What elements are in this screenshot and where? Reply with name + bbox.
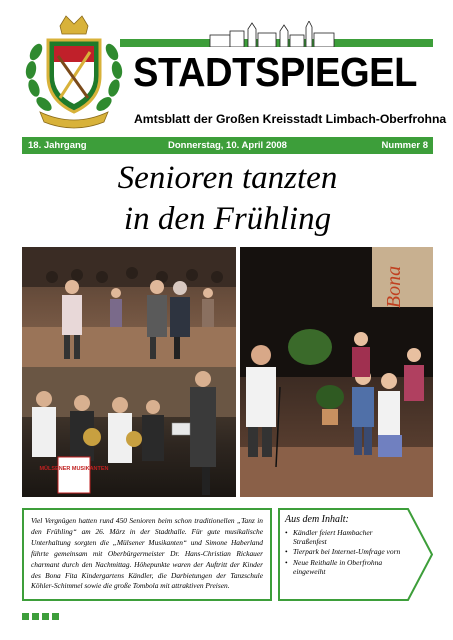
- contents-list: [285, 528, 405, 576]
- contents-panel: [285, 514, 405, 577]
- music-stand-sign-text: MÜLSENER MUSIKANTEN: [39, 466, 109, 472]
- footer-square-icon: [32, 613, 39, 620]
- dance-hall-illustration: [22, 247, 236, 367]
- contents-item[interactable]: • Kändler feiert Hambacher Straßenfest: [293, 528, 405, 546]
- masthead-subtitle: Amtsblatt der Großen Kreisstadt Limbach-Oberfrohna: [134, 112, 447, 126]
- footer-square-icon: [52, 613, 59, 620]
- issue-date: Donnerstag, 10. April 2008: [168, 140, 287, 151]
- main-headline: [22, 158, 433, 240]
- headline-line-1: Senioren tanzten: [117, 160, 338, 196]
- stage-banner-text: Bona: [383, 265, 405, 309]
- masthead-title: STADTSPIEGEL: [133, 49, 417, 95]
- issue-number: Nummer 8: [381, 140, 428, 151]
- footer-square-icon: [42, 613, 49, 620]
- contents-item[interactable]: • Tierpark bei Internet-Umfrage vorn: [293, 547, 405, 556]
- city-crest-logo: [22, 12, 126, 130]
- volume-label: 18. Jahrgang: [28, 140, 87, 151]
- contents-item[interactable]: • Neue Reithalle in Oberfrohna eingeweiht: [293, 558, 405, 576]
- dance-hall-seniors-photo: [22, 247, 236, 367]
- contents-title: Aus dem Inhalt:: [285, 514, 349, 525]
- city-skyline-icon: [208, 21, 336, 47]
- headline-line-2: in den Frühling: [123, 201, 332, 237]
- band-musicians-photo: [22, 367, 236, 497]
- photo-caption-box: Viel Vergnügen hatten rund 450 Senioren beim schon traditionellen „Tanz in den Frühling“ am 26. März in der Stadthalle. Für gute musikalische Unterhaltung sorgten die „Mülsener Musikanten“ und Simone Haberland führte gemeinsam mit Oberbürgermeister Dr. Hans-Christian Rickauer charmant durch den Nachmittag. Höhepunkte waren der Auftritt der Kinder des Bona Fita Kindergartens Kändler, die Darbietungen der Tanzschule Köhler-Schimmel sowie die große Tombola mit attraktiven Preisen.: [22, 508, 272, 601]
- footer-square-icon: [22, 613, 29, 620]
- children-stage-performance-photo: [240, 247, 433, 497]
- stage-illustration: [240, 247, 433, 497]
- band-illustration: [22, 367, 236, 497]
- issue-info-bar: [22, 137, 433, 154]
